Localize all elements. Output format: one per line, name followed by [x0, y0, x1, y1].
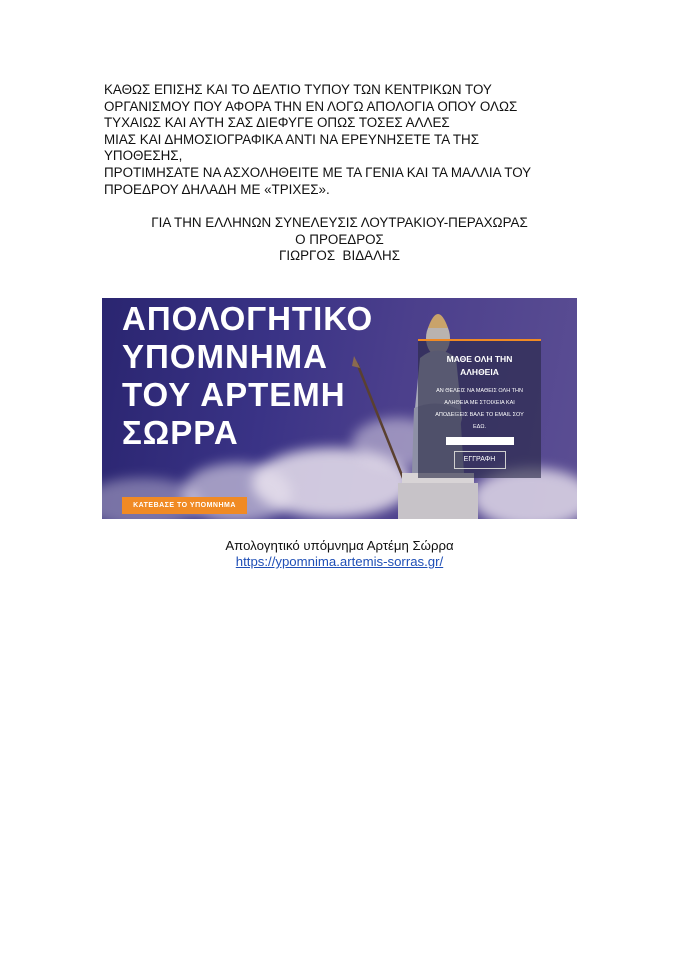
signup-button[interactable]: ΕΓΓΡΑΦΗ	[454, 451, 506, 469]
signup-text-line: ΕΔΩ.	[473, 424, 486, 430]
signature-name: ΓΙΩΡΓΟΣ ΒΙΔΑΛΗΣ	[279, 248, 400, 264]
headline-line: ΑΠΟΛΟΓΗΤΙΚΟ	[122, 300, 374, 337]
image-caption: Απολογητικό υπόμνημα Αρτέμη Σώρρα	[225, 538, 454, 553]
website-banner-image	[102, 298, 577, 519]
signature-organization: ΓΙΑ ΤΗΝ ΕΛΛΗΝΩΝ ΣΥΝΕΛΕΥΣΙΣ ΛΟΥΤΡΑΚΙΟΥ-ΠΕΡΑΧΩΡΑΣ	[151, 215, 528, 230]
letter-line: ΠΡΟΕΔΡΟΥ ΔΗΛΑΔΗ ΜΕ «ΤΡΙΧΕΣ».	[104, 181, 330, 197]
letter-line: ΤΥΧΑΙΩΣ ΚΑΙ ΑΥΤΗ ΣΑΣ ΔΙΕΦΥΓΕ ΟΠΩΣ ΤΟΣΕΣ ΑΛΛΕΣ	[104, 115, 450, 131]
headline-line: ΤΟΥ ΑΡΤΕΜΗ	[122, 376, 346, 413]
letter-line: ΜΙΑΣ ΚΑΙ ΔΗΜΟΣΙΟΓΡΑΦΙΚΑ ΑΝΤΙ ΝΑ ΕΡΕΥΝΗΣΕΤΕ ΤΑ ΤΗΣ	[104, 131, 479, 147]
email-input[interactable]	[446, 437, 514, 445]
signup-title	[418, 353, 541, 379]
website-link-wrapper	[0, 554, 679, 570]
banner-headline	[122, 300, 373, 452]
signup-title-line: ΑΛΗΘΕΙΑ	[460, 367, 499, 377]
letter-line: ΥΠΟΘΕΣΗΣ,	[104, 148, 183, 164]
signup-box	[418, 339, 541, 478]
signature-title: Ο ΠΡΟΕΔΡΟΣ	[295, 231, 384, 247]
headline-line: ΥΠΟΜΝΗΜΑ	[122, 338, 328, 375]
signature-block	[0, 215, 679, 265]
headline-line: ΣΩΡΡΑ	[122, 414, 239, 451]
signup-text-line: ΑΛΗΘΕΙΑ ΜΕ ΣΤΟΙΧΕΙΑ ΚΑΙ	[444, 400, 515, 406]
letter-paragraph	[104, 82, 594, 198]
letter-line: ΚΑΘΩΣ ΕΠΙΣΗΣ ΚΑΙ ΤΟ ΔΕΛΤΙΟ ΤΥΠΟΥ ΤΩΝ ΚΕΝΤΡΙΚΩΝ ΤΟΥ	[104, 82, 492, 97]
letter-line: ΠΡΟΤΙΜΗΣΑΤΕ ΝΑ ΑΣΧΟΛΗΘΕΙΤΕ ΜΕ ΤΑ ΓΕΝΙΑ ΚΑΙ ΤΑ ΜΑΛΛΙΑ ΤΟΥ	[104, 164, 532, 180]
signup-title-line: ΜΑΘΕ ΟΛΗ ΤΗΝ	[446, 354, 513, 364]
signup-description	[418, 385, 541, 433]
letter-line: ΟΡΓΑΝΙΣΜΟΥ ΠΟΥ ΑΦΟΡΑ ΤΗΝ ΕΝ ΛΟΓΩ ΑΠΟΛΟΓΙΑ ΟΠΟΥ ΟΛΩΣ	[104, 98, 518, 114]
website-link[interactable]: https://ypomnima.artemis-sorras.gr/	[235, 554, 444, 569]
signup-text-line: ΑΠΟΔΕΙΞΕΙΣ ΒΑΛΕ ΤΟ EMAIL ΣΟΥ	[435, 412, 524, 418]
signup-text-line: ΑΝ ΘΕΛΕΙΣ ΝΑ ΜΑΘΕΙΣ ΟΛΗ ΤΗΝ	[436, 388, 523, 394]
download-button[interactable]: ΚΑΤΕΒΑΣΕ ΤΟ ΥΠΟΜΝΗΜΑ	[122, 497, 247, 514]
